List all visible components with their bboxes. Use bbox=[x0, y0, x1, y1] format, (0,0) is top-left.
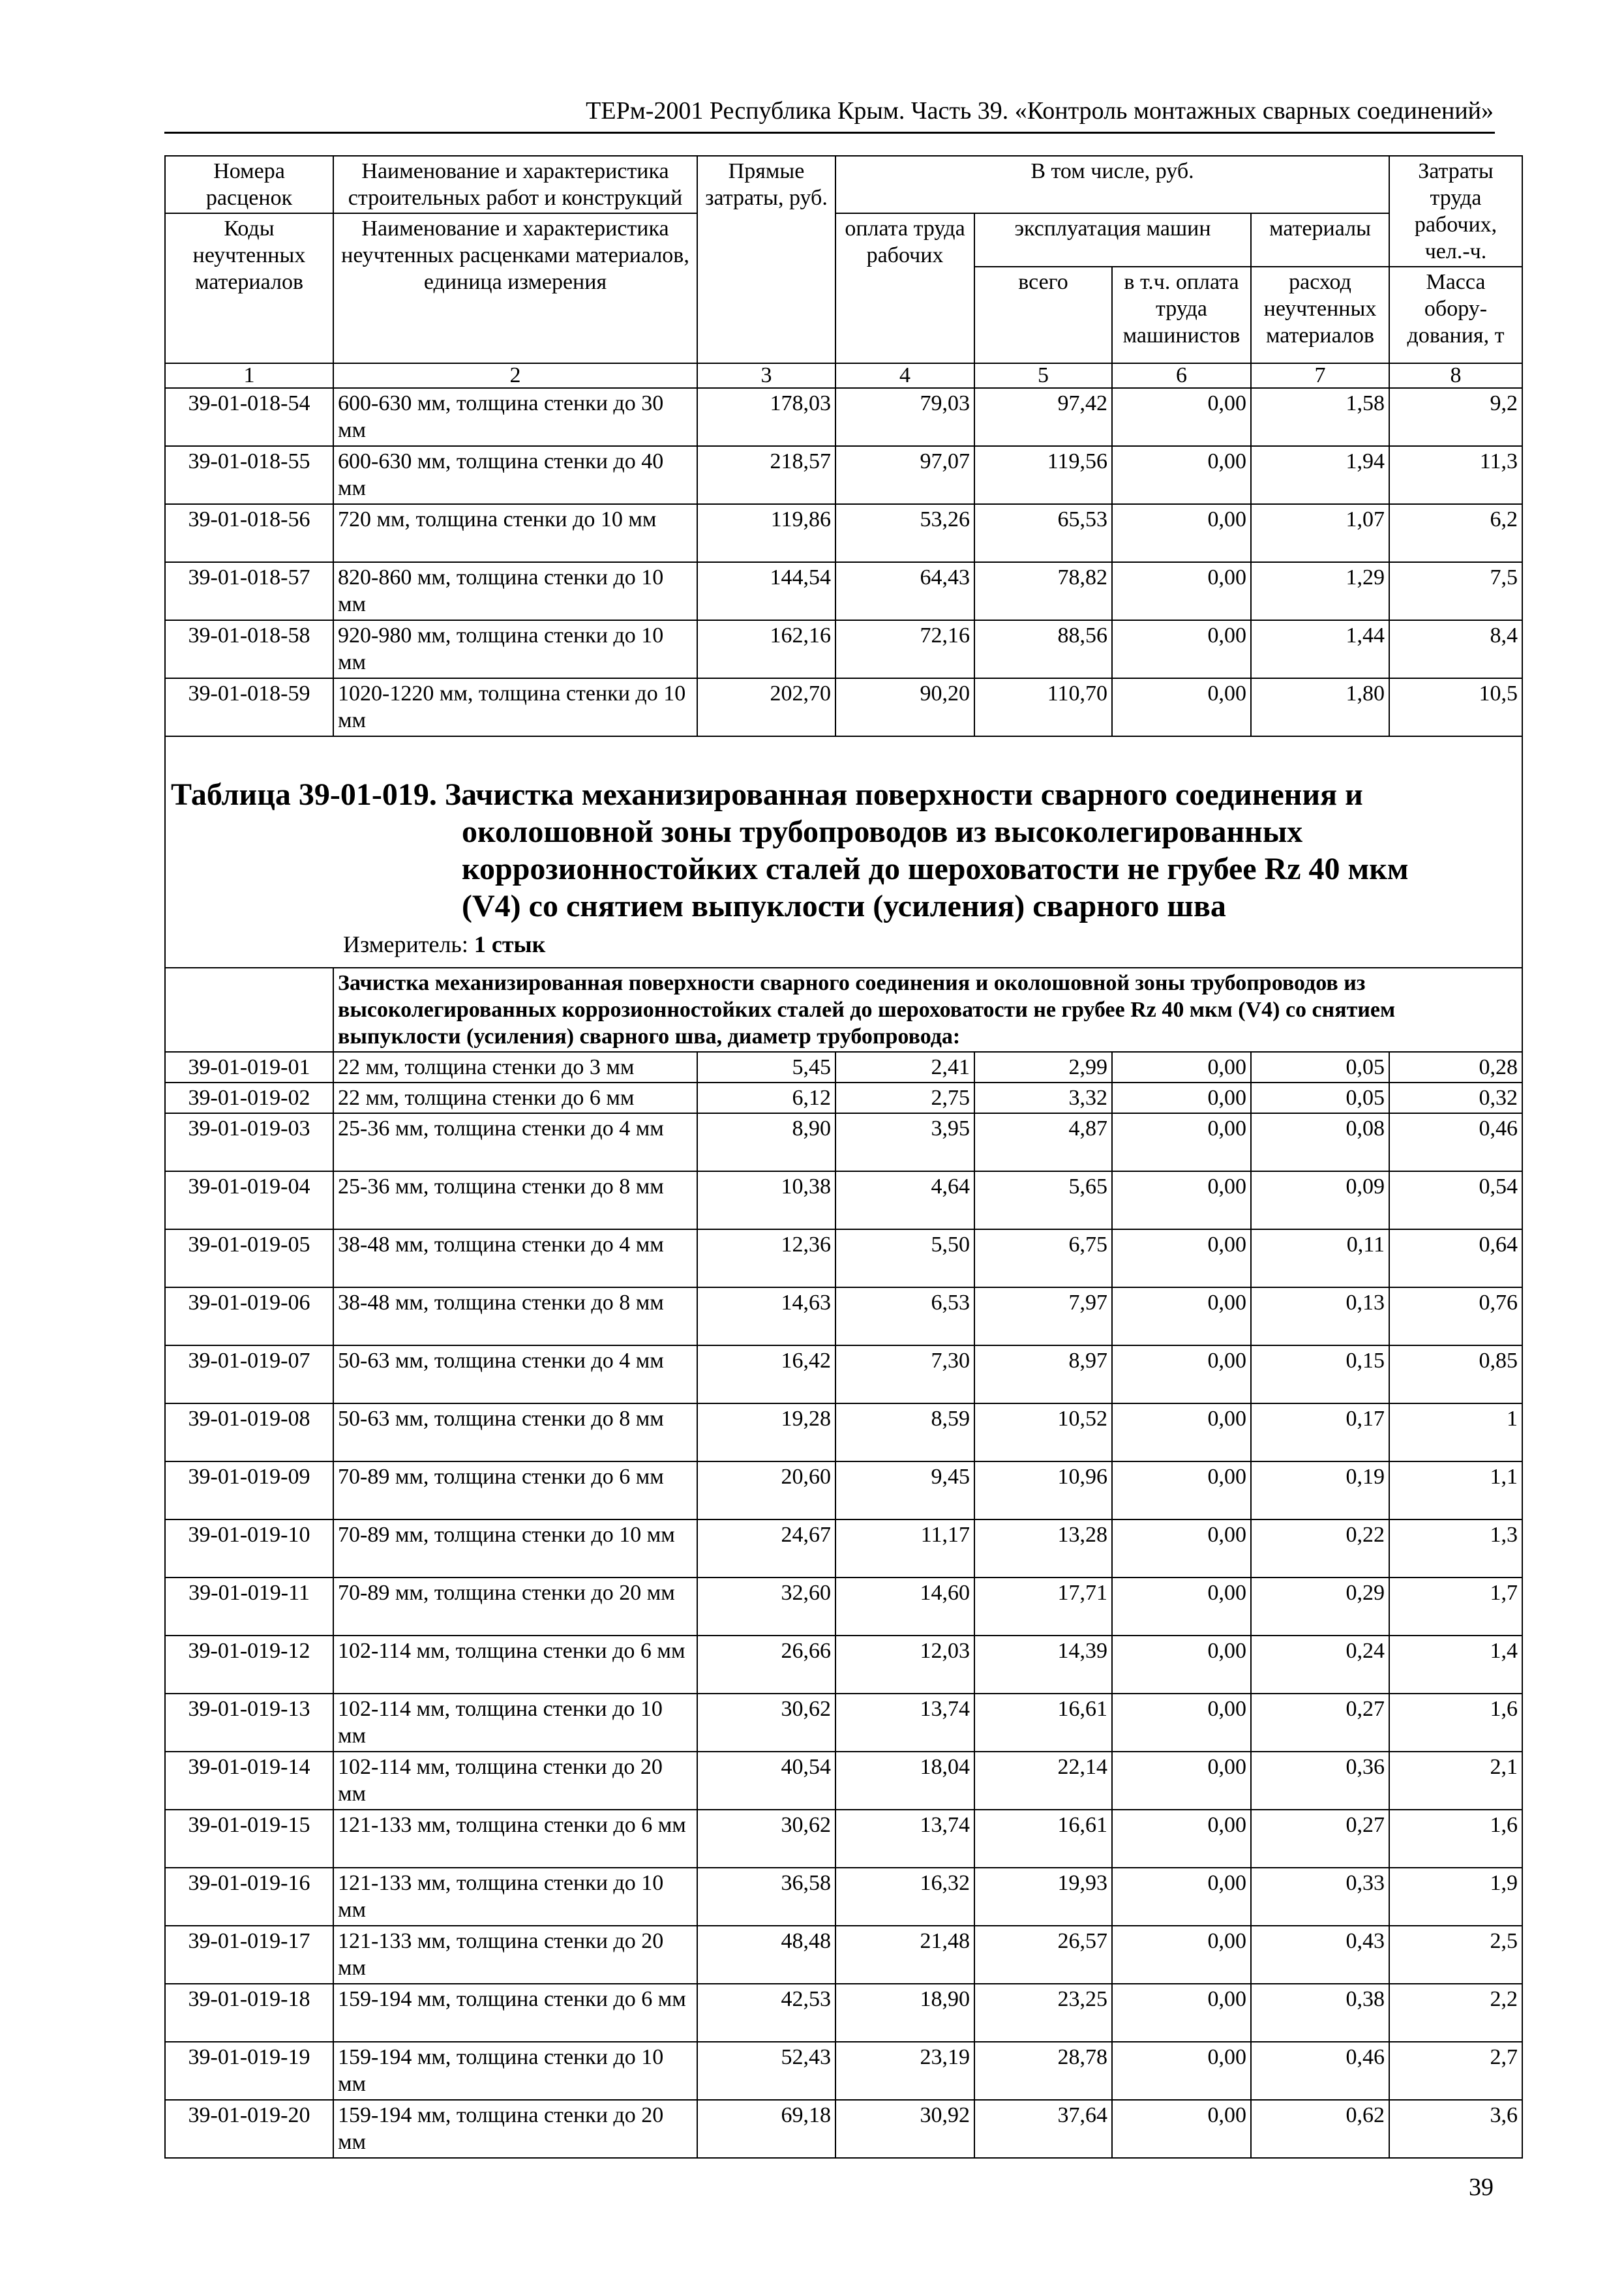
work-description-cell: 820-860 мм, толщина стенки до 10 мм bbox=[333, 562, 697, 620]
col-header-codes: Номера расценок bbox=[165, 156, 333, 213]
worker-pay-cell: 21,48 bbox=[835, 1926, 974, 1984]
table-row bbox=[165, 1752, 1522, 1810]
table-title-line: коррозионностойких сталей до шероховатости не грубее Rz 40 мкм bbox=[462, 852, 1409, 886]
rate-code-cell: 39-01-019-18 bbox=[165, 1984, 333, 2042]
materials-use-cell: 0,11 bbox=[1251, 1229, 1389, 1287]
direct-costs-cell: 48,48 bbox=[697, 1926, 835, 1984]
machines-total-cell: 23,25 bbox=[974, 1984, 1112, 2042]
operator-pay-cell: 0,00 bbox=[1112, 1287, 1251, 1345]
direct-costs-cell: 40,54 bbox=[697, 1752, 835, 1810]
operator-pay-cell: 0,00 bbox=[1112, 1403, 1251, 1461]
rate-code-cell: 39-01-019-13 bbox=[165, 1694, 333, 1752]
col-header-materials-use: расход неучтенных материалов bbox=[1251, 267, 1389, 363]
col-index: 8 bbox=[1389, 363, 1522, 388]
labor-costs-cell: 0,85 bbox=[1389, 1345, 1522, 1403]
direct-costs-cell: 20,60 bbox=[697, 1461, 835, 1519]
table-row bbox=[165, 1984, 1522, 2042]
materials-use-cell: 0,08 bbox=[1251, 1113, 1389, 1171]
table-row bbox=[165, 1461, 1522, 1519]
machines-total-cell: 97,42 bbox=[974, 388, 1112, 446]
labor-costs-cell: 11,3 bbox=[1389, 446, 1522, 504]
machines-total-cell: 10,96 bbox=[974, 1461, 1112, 1519]
table-row bbox=[165, 620, 1522, 678]
materials-use-cell: 0,09 bbox=[1251, 1171, 1389, 1229]
table-title-line: околошовной зоны трубопроводов из высоколегированных bbox=[462, 815, 1303, 849]
work-description-cell: 70-89 мм, толщина стенки до 10 мм bbox=[333, 1519, 697, 1578]
labor-costs-cell: 1,1 bbox=[1389, 1461, 1522, 1519]
labor-costs-cell: 6,2 bbox=[1389, 504, 1522, 562]
table-row bbox=[165, 2100, 1522, 2158]
table-section-heading bbox=[165, 736, 1522, 1052]
work-description-cell: 159-194 мм, толщина стенки до 6 мм bbox=[333, 1984, 697, 2042]
machines-total-cell: 88,56 bbox=[974, 620, 1112, 678]
worker-pay-cell: 72,16 bbox=[835, 620, 974, 678]
direct-costs-cell: 10,38 bbox=[697, 1171, 835, 1229]
operator-pay-cell: 0,00 bbox=[1112, 1229, 1251, 1287]
worker-pay-cell: 2,41 bbox=[835, 1052, 974, 1083]
unit-of-measure bbox=[170, 930, 1518, 959]
worker-pay-cell: 9,45 bbox=[835, 1461, 974, 1519]
rate-code-cell: 39-01-019-15 bbox=[165, 1810, 333, 1868]
direct-costs-cell: 5,45 bbox=[697, 1052, 835, 1083]
col-index: 4 bbox=[835, 363, 974, 388]
machines-total-cell: 22,14 bbox=[974, 1752, 1112, 1810]
materials-use-cell: 0,19 bbox=[1251, 1461, 1389, 1519]
rate-code-cell: 39-01-019-06 bbox=[165, 1287, 333, 1345]
worker-pay-cell: 23,19 bbox=[835, 2042, 974, 2100]
direct-costs-cell: 12,36 bbox=[697, 1229, 835, 1287]
table-row bbox=[165, 1171, 1522, 1229]
machines-total-cell: 110,70 bbox=[974, 678, 1112, 736]
labor-costs-cell: 8,4 bbox=[1389, 620, 1522, 678]
labor-costs-cell: 3,6 bbox=[1389, 2100, 1522, 2158]
rate-code-cell: 39-01-019-02 bbox=[165, 1083, 333, 1113]
col-index: 2 bbox=[333, 363, 697, 388]
operator-pay-cell: 0,00 bbox=[1112, 678, 1251, 736]
work-description-cell: 102-114 мм, толщина стенки до 6 мм bbox=[333, 1636, 697, 1694]
table-title-cell bbox=[165, 736, 1522, 968]
operator-pay-cell: 0,00 bbox=[1112, 1171, 1251, 1229]
direct-costs-cell: 6,12 bbox=[697, 1083, 835, 1113]
worker-pay-cell: 11,17 bbox=[835, 1519, 974, 1578]
materials-use-cell: 0,27 bbox=[1251, 1810, 1389, 1868]
materials-use-cell: 0,27 bbox=[1251, 1694, 1389, 1752]
operator-pay-cell: 0,00 bbox=[1112, 446, 1251, 504]
materials-use-cell: 0,22 bbox=[1251, 1519, 1389, 1578]
machines-total-cell: 16,61 bbox=[974, 1694, 1112, 1752]
operator-pay-cell: 0,00 bbox=[1112, 1868, 1251, 1926]
operator-pay-cell: 0,00 bbox=[1112, 1345, 1251, 1403]
table-header bbox=[165, 156, 1522, 388]
worker-pay-cell: 8,59 bbox=[835, 1403, 974, 1461]
work-description-cell: 1020-1220 мм, толщина стенки до 10 мм bbox=[333, 678, 697, 736]
table-row bbox=[165, 1519, 1522, 1578]
table-row bbox=[165, 562, 1522, 620]
labor-costs-cell: 1,9 bbox=[1389, 1868, 1522, 1926]
labor-costs-cell: 0,76 bbox=[1389, 1287, 1522, 1345]
operator-pay-cell: 0,00 bbox=[1112, 1984, 1251, 2042]
work-description-cell: 22 мм, толщина стенки до 3 мм bbox=[333, 1052, 697, 1083]
col-group-machines: эксплуатация машин bbox=[974, 213, 1251, 267]
rate-code-cell: 39-01-019-20 bbox=[165, 2100, 333, 2158]
operator-pay-cell: 0,00 bbox=[1112, 1083, 1251, 1113]
work-description-cell: 600-630 мм, толщина стенки до 40 мм bbox=[333, 446, 697, 504]
col-header-labor: Затраты труда рабочих, чел.-ч. bbox=[1389, 156, 1522, 267]
operator-pay-cell: 0,00 bbox=[1112, 562, 1251, 620]
worker-pay-cell: 16,32 bbox=[835, 1868, 974, 1926]
worker-pay-cell: 64,43 bbox=[835, 562, 974, 620]
col-index: 1 bbox=[165, 363, 333, 388]
materials-use-cell: 0,46 bbox=[1251, 2042, 1389, 2100]
direct-costs-cell: 42,53 bbox=[697, 1984, 835, 2042]
worker-pay-cell: 2,75 bbox=[835, 1083, 974, 1113]
machines-total-cell: 2,99 bbox=[974, 1052, 1112, 1083]
table-row bbox=[165, 1578, 1522, 1636]
direct-costs-cell: 162,16 bbox=[697, 620, 835, 678]
machines-total-cell: 26,57 bbox=[974, 1926, 1112, 1984]
materials-use-cell: 0,36 bbox=[1251, 1752, 1389, 1810]
table-row bbox=[165, 1083, 1522, 1113]
page-number: 39 bbox=[1469, 2174, 1494, 2201]
table-title-line: (V4) со снятием выпуклости (усиления) сварного шва bbox=[462, 889, 1226, 923]
worker-pay-cell: 18,04 bbox=[835, 1752, 974, 1810]
direct-costs-cell: 144,54 bbox=[697, 562, 835, 620]
materials-use-cell: 0,13 bbox=[1251, 1287, 1389, 1345]
machines-total-cell: 7,97 bbox=[974, 1287, 1112, 1345]
work-description-cell: 70-89 мм, толщина стенки до 6 мм bbox=[333, 1461, 697, 1519]
materials-use-cell: 0,05 bbox=[1251, 1083, 1389, 1113]
labor-costs-cell: 0,28 bbox=[1389, 1052, 1522, 1083]
table-row bbox=[165, 1287, 1522, 1345]
unit-label: Измеритель: bbox=[343, 931, 468, 957]
operator-pay-cell: 0,00 bbox=[1112, 1752, 1251, 1810]
table-row bbox=[165, 2042, 1522, 2100]
col-header-worker-pay: оплата труда рабочих bbox=[835, 213, 974, 363]
work-description-cell: 22 мм, толщина стенки до 6 мм bbox=[333, 1083, 697, 1113]
table-title-line: Таблица 39-01-019. Зачистка механизированная поверхности сварного соединения и bbox=[171, 777, 1363, 812]
work-description-cell: 600-630 мм, толщина стенки до 30 мм bbox=[333, 388, 697, 446]
machines-total-cell: 4,87 bbox=[974, 1113, 1112, 1171]
labor-costs-cell: 1 bbox=[1389, 1403, 1522, 1461]
direct-costs-cell: 36,58 bbox=[697, 1868, 835, 1926]
operator-pay-cell: 0,00 bbox=[1112, 388, 1251, 446]
machines-total-cell: 3,32 bbox=[974, 1083, 1112, 1113]
rate-code-cell: 39-01-019-17 bbox=[165, 1926, 333, 1984]
direct-costs-cell: 119,86 bbox=[697, 504, 835, 562]
col-header-equipment-mass: Масса обору-дования, т bbox=[1389, 267, 1522, 363]
machines-total-cell: 16,61 bbox=[974, 1810, 1112, 1868]
direct-costs-cell: 30,62 bbox=[697, 1694, 835, 1752]
col-group-materials: материалы bbox=[1251, 213, 1389, 267]
rate-code-cell: 39-01-019-05 bbox=[165, 1229, 333, 1287]
machines-total-cell: 6,75 bbox=[974, 1229, 1112, 1287]
operator-pay-cell: 0,00 bbox=[1112, 1636, 1251, 1694]
work-description-cell: 121-133 мм, толщина стенки до 20 мм bbox=[333, 1926, 697, 1984]
materials-use-cell: 0,38 bbox=[1251, 1984, 1389, 2042]
direct-costs-cell: 218,57 bbox=[697, 446, 835, 504]
table-row bbox=[165, 1926, 1522, 1984]
work-description-cell: 25-36 мм, толщина стенки до 4 мм bbox=[333, 1113, 697, 1171]
table-body-bottom bbox=[165, 1052, 1522, 2158]
rate-code-cell: 39-01-019-14 bbox=[165, 1752, 333, 1810]
table-row bbox=[165, 1052, 1522, 1083]
col-index: 6 bbox=[1112, 363, 1251, 388]
work-description-cell: 102-114 мм, толщина стенки до 20 мм bbox=[333, 1752, 697, 1810]
table-row bbox=[165, 1113, 1522, 1171]
machines-total-cell: 17,71 bbox=[974, 1578, 1112, 1636]
operator-pay-cell: 0,00 bbox=[1112, 2042, 1251, 2100]
direct-costs-cell: 69,18 bbox=[697, 2100, 835, 2158]
direct-costs-cell: 16,42 bbox=[697, 1345, 835, 1403]
rate-code-cell: 39-01-019-09 bbox=[165, 1461, 333, 1519]
work-description-cell: 50-63 мм, толщина стенки до 8 мм bbox=[333, 1403, 697, 1461]
materials-use-cell: 1,80 bbox=[1251, 678, 1389, 736]
materials-use-cell: 0,05 bbox=[1251, 1052, 1389, 1083]
machines-total-cell: 14,39 bbox=[974, 1636, 1112, 1694]
labor-costs-cell: 9,2 bbox=[1389, 388, 1522, 446]
table-row bbox=[165, 1868, 1522, 1926]
worker-pay-cell: 6,53 bbox=[835, 1287, 974, 1345]
header-rule bbox=[164, 132, 1495, 134]
materials-use-cell: 1,94 bbox=[1251, 446, 1389, 504]
col-header-direct-costs: Прямые затраты, руб. bbox=[697, 156, 835, 363]
labor-costs-cell: 0,64 bbox=[1389, 1229, 1522, 1287]
rate-code-cell: 39-01-019-16 bbox=[165, 1868, 333, 1926]
direct-costs-cell: 8,90 bbox=[697, 1113, 835, 1171]
worker-pay-cell: 79,03 bbox=[835, 388, 974, 446]
materials-use-cell: 0,17 bbox=[1251, 1403, 1389, 1461]
work-description-cell: 720 мм, толщина стенки до 10 мм bbox=[333, 504, 697, 562]
direct-costs-cell: 14,63 bbox=[697, 1287, 835, 1345]
machines-total-cell: 19,93 bbox=[974, 1868, 1112, 1926]
group-description: Зачистка механизированная поверхности сварного соединения и околошовной зоны трубопроводов из высоколегированных коррозионностойких сталей до шероховатости не грубее Rz 40 мкм (V4) со снятием выпуклости (усиления) сварного шва, диаметр трубопровода: bbox=[333, 968, 1522, 1052]
direct-costs-cell: 178,03 bbox=[697, 388, 835, 446]
materials-use-cell: 0,24 bbox=[1251, 1636, 1389, 1694]
worker-pay-cell: 14,60 bbox=[835, 1578, 974, 1636]
table-row bbox=[165, 1229, 1522, 1287]
labor-costs-cell: 1,4 bbox=[1389, 1636, 1522, 1694]
rate-code-cell: 39-01-018-59 bbox=[165, 678, 333, 736]
labor-costs-cell: 2,7 bbox=[1389, 2042, 1522, 2100]
work-description-cell: 159-194 мм, толщина стенки до 10 мм bbox=[333, 2042, 697, 2100]
rate-code-cell: 39-01-019-01 bbox=[165, 1052, 333, 1083]
machines-total-cell: 37,64 bbox=[974, 2100, 1112, 2158]
labor-costs-cell: 1,3 bbox=[1389, 1519, 1522, 1578]
work-description-cell: 121-133 мм, толщина стенки до 6 мм bbox=[333, 1810, 697, 1868]
rate-code-cell: 39-01-019-07 bbox=[165, 1345, 333, 1403]
operator-pay-cell: 0,00 bbox=[1112, 1578, 1251, 1636]
labor-costs-cell: 10,5 bbox=[1389, 678, 1522, 736]
materials-use-cell: 0,15 bbox=[1251, 1345, 1389, 1403]
labor-costs-cell: 2,2 bbox=[1389, 1984, 1522, 2042]
col-header-material-codes: Коды неучтенных материалов bbox=[165, 213, 333, 363]
col-index: 3 bbox=[697, 363, 835, 388]
col-group-including: В том числе, руб. bbox=[835, 156, 1389, 213]
unit-value: 1 стык bbox=[474, 931, 546, 957]
col-index: 5 bbox=[974, 363, 1112, 388]
machines-total-cell: 78,82 bbox=[974, 562, 1112, 620]
running-header: ТЕРм-2001 Республика Крым. Часть 39. «Контроль монтажных сварных соединений» bbox=[586, 97, 1494, 125]
labor-costs-cell: 2,5 bbox=[1389, 1926, 1522, 1984]
work-description-cell: 920-980 мм, толщина стенки до 10 мм bbox=[333, 620, 697, 678]
table-row bbox=[165, 1345, 1522, 1403]
work-description-cell: 38-48 мм, толщина стенки до 4 мм bbox=[333, 1229, 697, 1287]
table-title bbox=[170, 776, 1518, 925]
operator-pay-cell: 0,00 bbox=[1112, 1926, 1251, 1984]
rate-code-cell: 39-01-019-11 bbox=[165, 1578, 333, 1636]
rate-code-cell: 39-01-019-12 bbox=[165, 1636, 333, 1694]
materials-use-cell: 0,62 bbox=[1251, 2100, 1389, 2158]
table-row bbox=[165, 388, 1522, 446]
operator-pay-cell: 0,00 bbox=[1112, 1519, 1251, 1578]
operator-pay-cell: 0,00 bbox=[1112, 1461, 1251, 1519]
operator-pay-cell: 0,00 bbox=[1112, 1052, 1251, 1083]
work-description-cell: 70-89 мм, толщина стенки до 20 мм bbox=[333, 1578, 697, 1636]
col-index: 7 bbox=[1251, 363, 1389, 388]
materials-use-cell: 1,44 bbox=[1251, 620, 1389, 678]
machines-total-cell: 28,78 bbox=[974, 2042, 1112, 2100]
work-description-cell: 38-48 мм, толщина стенки до 8 мм bbox=[333, 1287, 697, 1345]
worker-pay-cell: 4,64 bbox=[835, 1171, 974, 1229]
materials-use-cell: 1,29 bbox=[1251, 562, 1389, 620]
operator-pay-cell: 0,00 bbox=[1112, 2100, 1251, 2158]
direct-costs-cell: 30,62 bbox=[697, 1810, 835, 1868]
labor-costs-cell: 0,46 bbox=[1389, 1113, 1522, 1171]
worker-pay-cell: 13,74 bbox=[835, 1810, 974, 1868]
labor-costs-cell: 1,7 bbox=[1389, 1578, 1522, 1636]
rate-code-cell: 39-01-019-04 bbox=[165, 1171, 333, 1229]
operator-pay-cell: 0,00 bbox=[1112, 1810, 1251, 1868]
labor-costs-cell: 2,1 bbox=[1389, 1752, 1522, 1810]
machines-total-cell: 119,56 bbox=[974, 446, 1112, 504]
rate-code-cell: 39-01-019-03 bbox=[165, 1113, 333, 1171]
price-table bbox=[164, 155, 1523, 2159]
work-description-cell: 25-36 мм, толщина стенки до 8 мм bbox=[333, 1171, 697, 1229]
worker-pay-cell: 7,30 bbox=[835, 1345, 974, 1403]
col-header-machines-total: всего bbox=[974, 267, 1112, 363]
worker-pay-cell: 5,50 bbox=[835, 1229, 974, 1287]
machines-total-cell: 10,52 bbox=[974, 1403, 1112, 1461]
materials-use-cell: 0,33 bbox=[1251, 1868, 1389, 1926]
table-row bbox=[165, 1403, 1522, 1461]
table-row bbox=[165, 1694, 1522, 1752]
rate-code-cell: 39-01-018-57 bbox=[165, 562, 333, 620]
machines-total-cell: 8,97 bbox=[974, 1345, 1112, 1403]
worker-pay-cell: 97,07 bbox=[835, 446, 974, 504]
materials-use-cell: 1,58 bbox=[1251, 388, 1389, 446]
rate-code-cell: 39-01-019-10 bbox=[165, 1519, 333, 1578]
rate-code-cell: 39-01-019-19 bbox=[165, 2042, 333, 2100]
table-row bbox=[165, 1636, 1522, 1694]
direct-costs-cell: 52,43 bbox=[697, 2042, 835, 2100]
col-header-material-name: Наименование и характеристика неучтенных расценками материалов, единица измерения bbox=[333, 213, 697, 363]
table-body-top bbox=[165, 388, 1522, 736]
direct-costs-cell: 19,28 bbox=[697, 1403, 835, 1461]
col-header-operator-pay: в т.ч. оплата труда машинистов bbox=[1112, 267, 1251, 363]
rate-code-cell: 39-01-018-56 bbox=[165, 504, 333, 562]
labor-costs-cell: 1,6 bbox=[1389, 1694, 1522, 1752]
worker-pay-cell: 18,90 bbox=[835, 1984, 974, 2042]
table-row bbox=[165, 446, 1522, 504]
direct-costs-cell: 26,66 bbox=[697, 1636, 835, 1694]
labor-costs-cell: 1,6 bbox=[1389, 1810, 1522, 1868]
machines-total-cell: 5,65 bbox=[974, 1171, 1112, 1229]
rate-code-cell: 39-01-018-58 bbox=[165, 620, 333, 678]
operator-pay-cell: 0,00 bbox=[1112, 1694, 1251, 1752]
work-description-cell: 50-63 мм, толщина стенки до 4 мм bbox=[333, 1345, 697, 1403]
table-row bbox=[165, 678, 1522, 736]
table-row bbox=[165, 504, 1522, 562]
labor-costs-cell: 0,54 bbox=[1389, 1171, 1522, 1229]
rate-code-cell: 39-01-019-08 bbox=[165, 1403, 333, 1461]
worker-pay-cell: 53,26 bbox=[835, 504, 974, 562]
work-description-cell: 159-194 мм, толщина стенки до 20 мм bbox=[333, 2100, 697, 2158]
labor-costs-cell: 7,5 bbox=[1389, 562, 1522, 620]
labor-costs-cell: 0,32 bbox=[1389, 1083, 1522, 1113]
rate-code-cell: 39-01-018-55 bbox=[165, 446, 333, 504]
worker-pay-cell: 13,74 bbox=[835, 1694, 974, 1752]
worker-pay-cell: 12,03 bbox=[835, 1636, 974, 1694]
materials-use-cell: 1,07 bbox=[1251, 504, 1389, 562]
operator-pay-cell: 0,00 bbox=[1112, 504, 1251, 562]
direct-costs-cell: 24,67 bbox=[697, 1519, 835, 1578]
col-header-name: Наименование и характеристика строительных работ и конструкций bbox=[333, 156, 697, 213]
operator-pay-cell: 0,00 bbox=[1112, 1113, 1251, 1171]
materials-use-cell: 0,29 bbox=[1251, 1578, 1389, 1636]
work-description-cell: 102-114 мм, толщина стенки до 10 мм bbox=[333, 1694, 697, 1752]
worker-pay-cell: 3,95 bbox=[835, 1113, 974, 1171]
table-row bbox=[165, 1810, 1522, 1868]
worker-pay-cell: 90,20 bbox=[835, 678, 974, 736]
operator-pay-cell: 0,00 bbox=[1112, 620, 1251, 678]
materials-use-cell: 0,43 bbox=[1251, 1926, 1389, 1984]
direct-costs-cell: 32,60 bbox=[697, 1578, 835, 1636]
work-description-cell: 121-133 мм, толщина стенки до 10 мм bbox=[333, 1868, 697, 1926]
worker-pay-cell: 30,92 bbox=[835, 2100, 974, 2158]
direct-costs-cell: 202,70 bbox=[697, 678, 835, 736]
machines-total-cell: 13,28 bbox=[974, 1519, 1112, 1578]
machines-total-cell: 65,53 bbox=[974, 504, 1112, 562]
rate-code-cell: 39-01-018-54 bbox=[165, 388, 333, 446]
